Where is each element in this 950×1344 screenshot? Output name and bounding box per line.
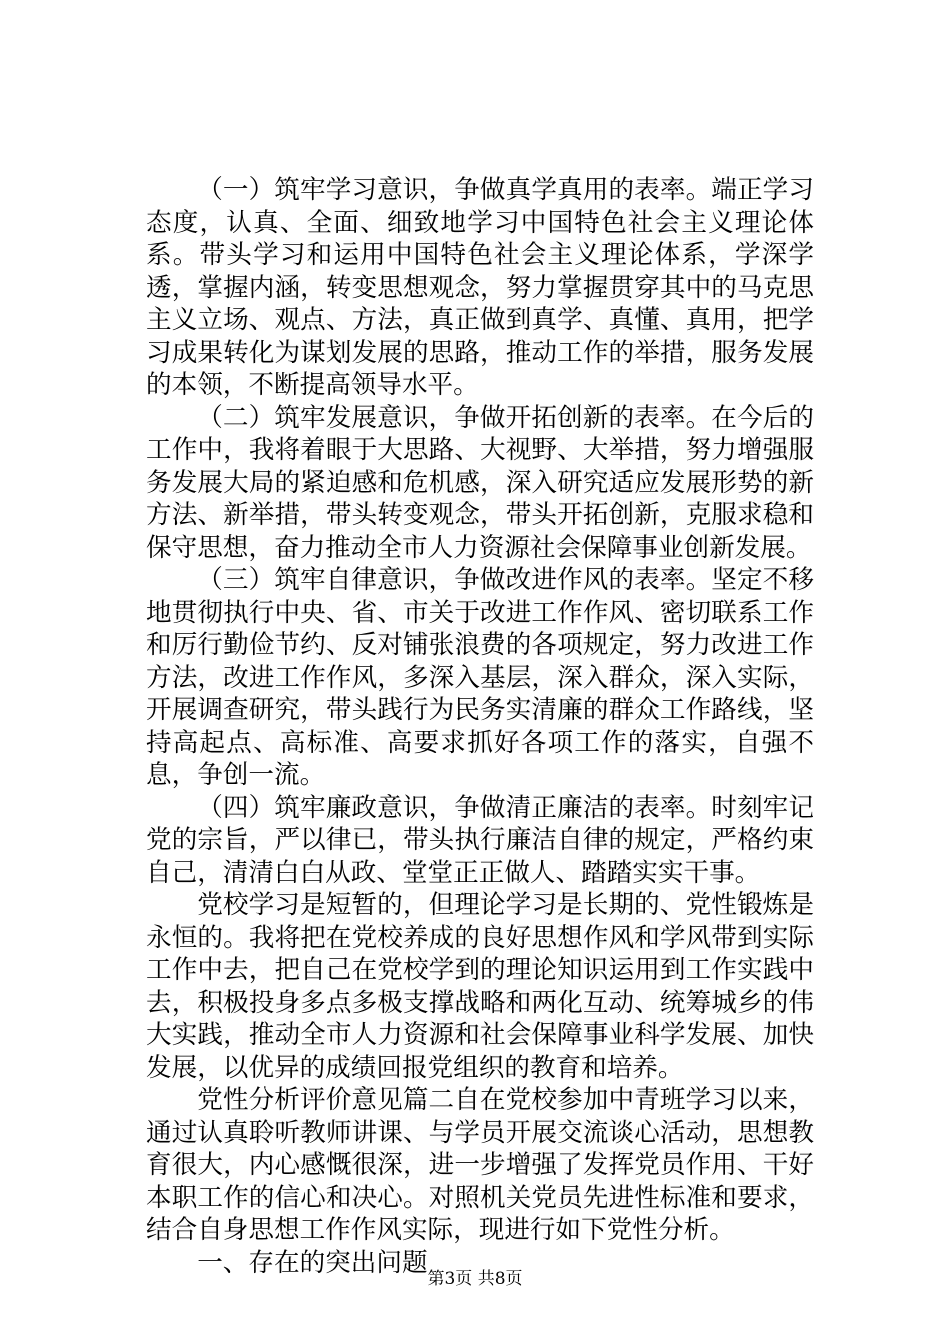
paragraph-6: 党性分析评价意见篇二自在党校参加中青班学习以来，通过认真聆听教师讲课、与学员开展交流谈心活动，思想教育很大，内心感慨很深，进一步增强了发挥党员作用、干好本职工作的信心和决心。对照机关党员先进性标准和要求，结合自身思想工作作风实际，现进行如下党性分析。 bbox=[146, 1085, 814, 1245]
document-body bbox=[146, 174, 814, 1279]
section-heading: 一、存在的突出问题 bbox=[197, 1247, 428, 1278]
paragraph-1: （一）筑牢学习意识，争做真学真用的表率。端正学习态度，认真、全面、细致地学习中国特色社会主义理论体系。带头学习和运用中国特色社会主义理论体系，学深学透，掌握内涵，转变思想观念，努力掌握贯穿其中的马克思主义立场、观点、方法，真正做到真学、真懂、真用，把学习成果转化为谋划发展的思路，推动工作的举措，服务发展的本领，不断提高领导水平。 bbox=[146, 175, 814, 400]
paragraph-4: （四）筑牢廉政意识，争做清正廉洁的表率。时刻牢记党的宗旨，严以律已，带头执行廉洁自律的规定，严格约束自己，清清白白从政、堂堂正正做人、踏踏实实干事。 bbox=[146, 792, 814, 888]
page-number-footer: 第3页 共8页 bbox=[427, 1269, 523, 1289]
paragraph-5: 党校学习是短暂的，但理论学习是长期的、党性锻炼是永恒的。我将把在党校养成的良好思想作风和学风带到实际工作中去，把自己在党校学到的理论知识运用到工作实践中去，积极投身多点多极支撑战略和两化互动、统筹城乡的伟大实践，推动全市人力资源和社会保障事业科学发展、加快发展，以优异的成绩回报党组织的教育和培养。 bbox=[146, 890, 814, 1083]
paragraph-2: （二）筑牢发展意识，争做开拓创新的表率。在今后的工作中，我将着眼于大思路、大视野、大举措，努力增强服务发展大局的紧迫感和危机感，深入研究适应发展形势的新方法、新举措，带头转变观念，带头开拓创新，克服求稳和保守思想，奋力推动全市人力资源社会保障事业创新发展。 bbox=[146, 402, 814, 563]
paragraph-3: （三）筑牢自律意识，争做改进作风的表率。坚定不移地贯彻执行中央、省、市关于改进工作作风、密切联系工作和厉行勤俭节约、反对铺张浪费的各项规定，努力改进工作方法，改进工作作风，多深入基层，深入群众，深入实际，开展调查研究，带头践行为民务实清廉的群众工作路线，坚持高起点、高标准、高要求抓好各项工作的落实，自强不息，争创一流。 bbox=[146, 565, 814, 790]
